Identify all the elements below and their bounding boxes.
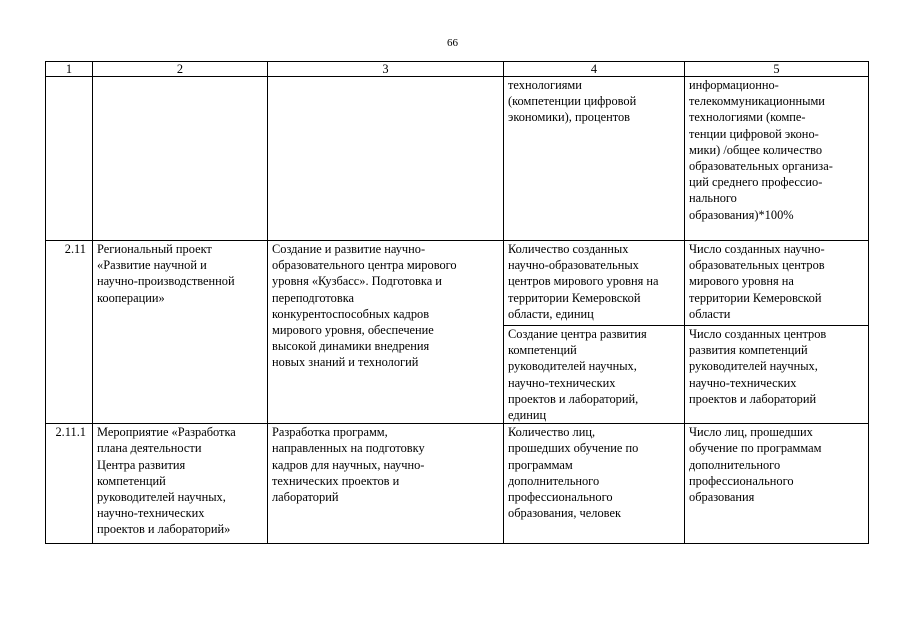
activity-name-cell: Мероприятие «Разработка плана деятельности Центра развития компетенций руководителей научных, научно-технических проектов и лабораторий» <box>93 424 268 544</box>
description-cell: Создание и развитие научно- образовательного центра мирового уровня «Кузбасс». Подготовка и переподготовка конкурентоспособных кадров мирового уровня, обеспечение высокой динамики внедрения новых знаний и технологий <box>268 241 504 424</box>
column-header: 3 <box>268 62 504 77</box>
table-row-2-11-1 <box>46 424 869 544</box>
column-header: 1 <box>46 62 93 77</box>
indicators-table <box>45 61 869 544</box>
column-header: 2 <box>93 62 268 77</box>
row-number: 2.11 <box>46 241 93 424</box>
column-header: 4 <box>504 62 685 77</box>
indicator-cell: технологиями (компетенции цифровой экономики), процентов <box>504 77 685 241</box>
table-row-continuation <box>46 77 869 241</box>
project-name-cell: Региональный проект «Развитие научной и научно-производственной кооперации» <box>93 241 268 424</box>
indicator-cell: Количество лиц, прошедших обучение по программам дополнительного профессионального образования, человек <box>504 424 685 544</box>
table-cell <box>93 77 268 241</box>
row-number: 2.11.1 <box>46 424 93 544</box>
method-cell: Число созданных научно- образовательных центров мирового уровня на территории Кемеровской области <box>685 241 869 326</box>
method-cell: Число лиц, прошедших обучение по программам дополнительного профессионального образования <box>685 424 869 544</box>
table-header-row <box>46 62 869 77</box>
table-cell <box>46 77 93 241</box>
page-number: 66 <box>447 37 458 49</box>
indicator-cell: Количество созданных научно-образовательных центров мирового уровня на территории Кемеровской области, единиц <box>504 241 685 326</box>
table-cell <box>268 77 504 241</box>
column-header: 5 <box>685 62 869 77</box>
description-cell: Разработка программ, направленных на подготовку кадров для научных, научно- технических проектов и лабораторий <box>268 424 504 544</box>
table-row-2-11 <box>46 241 869 326</box>
indicator-cell: Создание центра развития компетенций руководителей научных, научно-технических проектов и лабораторий, единиц <box>504 326 685 424</box>
method-cell: Число созданных центров развития компетенций руководителей научных, научно-технических проектов и лабораторий <box>685 326 869 424</box>
method-cell: информационно- телекоммуникационными технологиями (компе- тенции цифровой эконо- мики) /общее количество образовательных организа- ций среднего профессио- нального образования)*100% <box>685 77 869 241</box>
